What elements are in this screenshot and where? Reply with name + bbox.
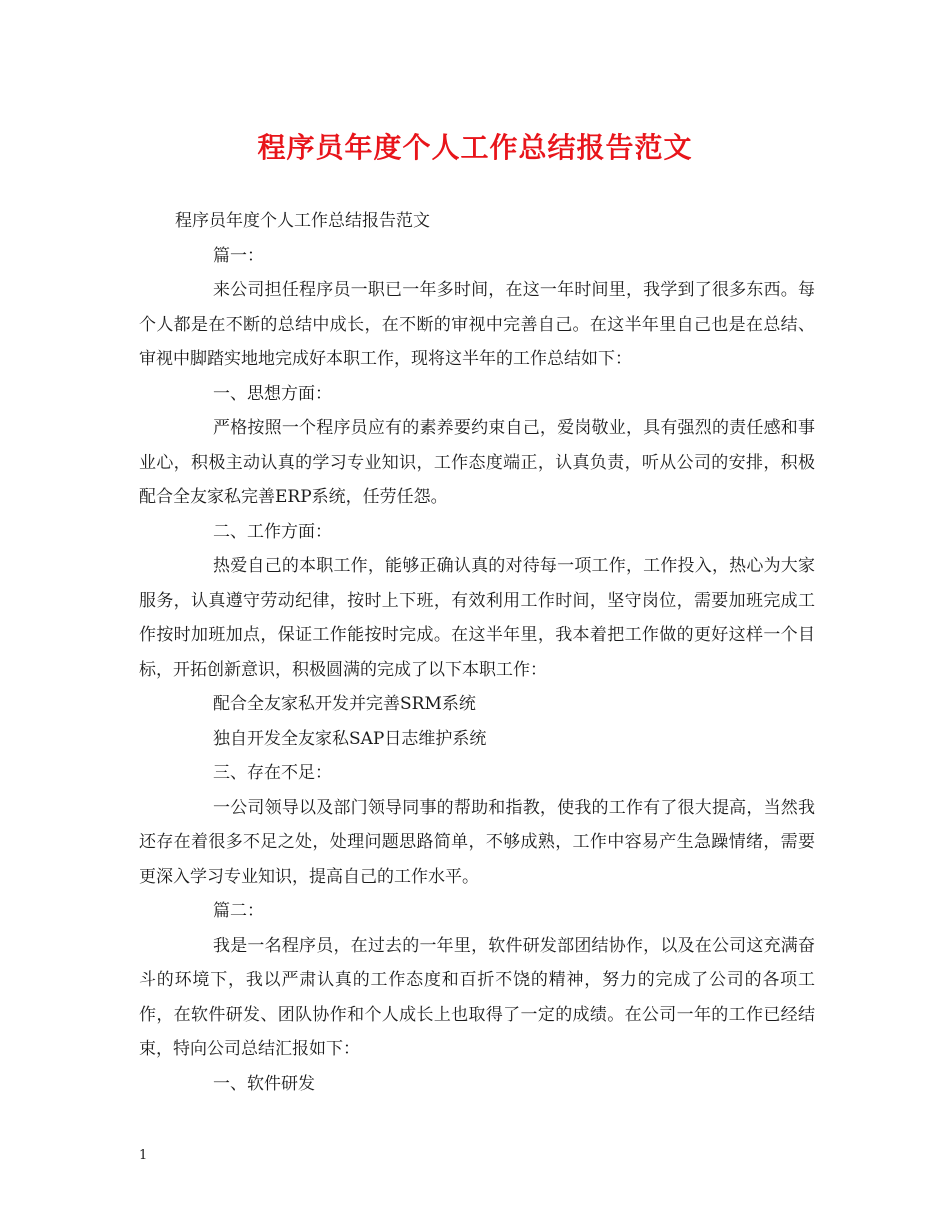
paragraph-section-heading: 篇一： xyxy=(213,245,264,266)
paragraph-subtitle: 程序员年度个人工作总结报告范文 xyxy=(175,211,430,231)
paragraph-heading: 二、工作方面： xyxy=(213,521,332,542)
paragraph-heading: 一、思想方面： xyxy=(213,383,332,404)
paragraph: 严格按照一个程序员应有的素养要约束自己，爱岗敬业，具有强烈的责任感和事业心，积极主动认真的学习专业知识，工作态度端正，认真负责，听从公司的安排，积极配合全友家私完善ERP系统，任劳任怨。 xyxy=(139,418,815,507)
document-title: 程序员年度个人工作总结报告范文 xyxy=(257,131,693,164)
paragraph: 一公司领导以及部门领导同事的帮助和指教，使我的工作有了很大提高，当然我还存在着很多不足之处，处理问题思路简单，不够成熟，工作中容易产生急躁情绪，需要更深入学习专业知识，提高自己的工作水平。 xyxy=(139,797,815,887)
page-number: 1 xyxy=(139,1148,148,1163)
list-item: 配合全友家私开发并完善SRM系统 xyxy=(213,694,476,714)
list-item: 独自开发全友家私SAP日志维护系统 xyxy=(213,728,487,749)
document-body xyxy=(139,204,815,1101)
paragraph-heading: 一、软件研发 xyxy=(213,1073,315,1094)
paragraph: 热爱自己的本职工作，能够正确认真的对待每一项工作，工作投入，热心为大家服务，认真遵守劳动纪律，按时上下班，有效利用工作时间，坚守岗位，需要加班完成工作按时加班加点，保证工作能按时完成。在这半年里，我本着把工作做的更好这样一个目标，开拓创新意识，积极圆满的完成了以下本职工作： xyxy=(139,556,815,680)
paragraph: 我是一名程序员，在过去的一年里，软件研发部团结协作，以及在公司这充满奋斗的环境下，我以严肃认真的工作态度和百折不饶的精神，努力的完成了公司的各项工作，在软件研发、团队协作和个人成长上也取得了一定的成绩。在公司一年的工作已经结束，特向公司总结汇报如下： xyxy=(139,935,815,1059)
paragraph-section-heading: 篇二： xyxy=(213,901,264,921)
paragraph: 来公司担任程序员一职已一年多时间，在这一年时间里，我学到了很多东西。每个人都是在不断的总结中成长，在不断的审视中完善自己。在这半年里自己也是在总结、审视中脚踏实地地完成好本职工作，现将这半年的工作总结如下： xyxy=(139,280,815,369)
paragraph-heading: 三、存在不足： xyxy=(213,763,332,783)
